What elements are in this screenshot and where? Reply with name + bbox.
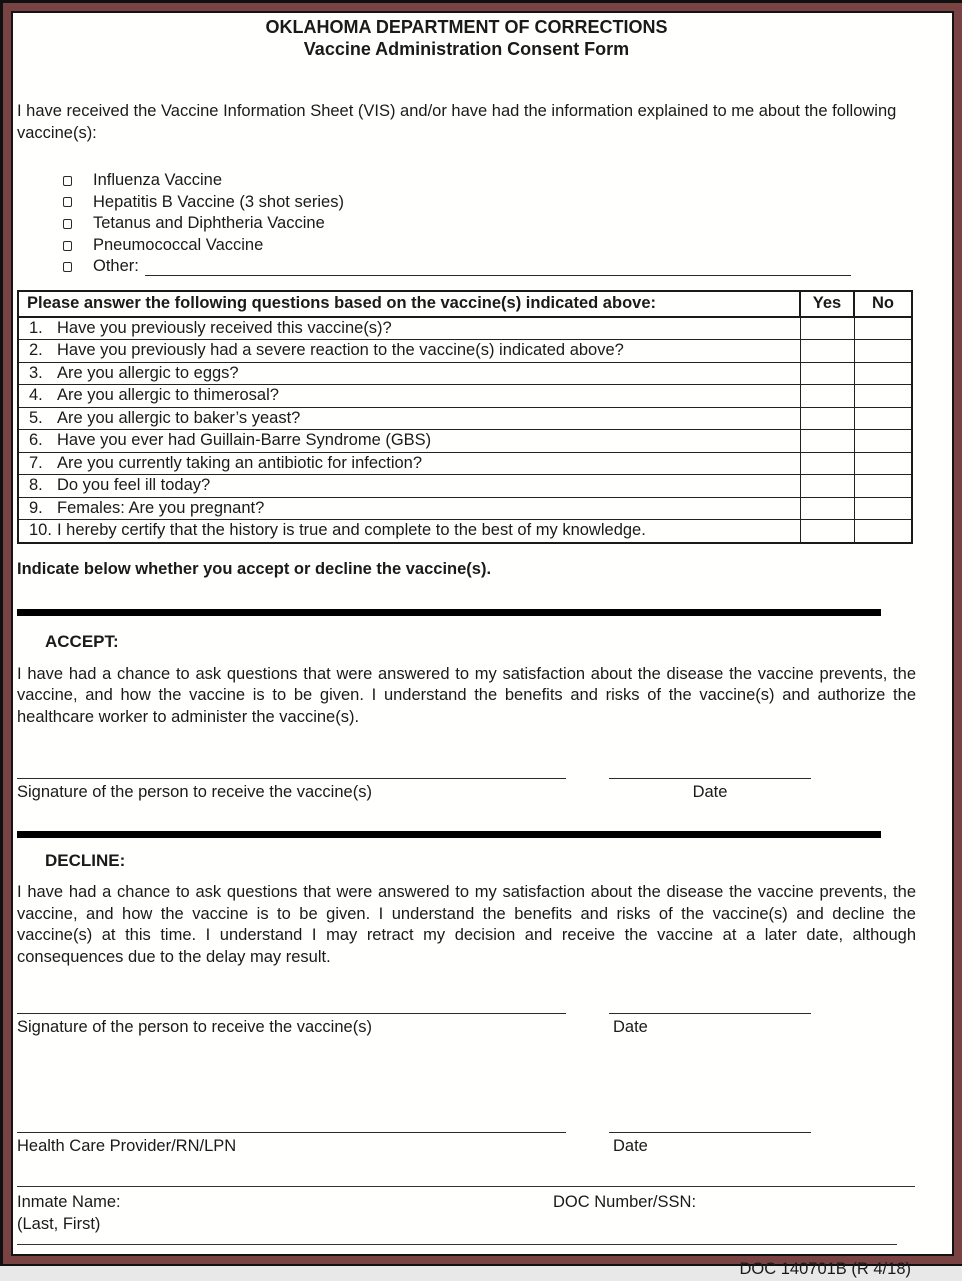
question-number: 10. — [29, 521, 52, 540]
vaccine-item-other — [63, 256, 916, 278]
accept-paragraph: I have had a chance to ask questions that were answered to my satisfaction about the disease the vaccine prevents, the vaccine, and how the vaccine is to be given. I understand the benefits and risks of the vaccine(s) and authorize the healthcare worker to administer the vaccine(s). — [17, 664, 916, 726]
accept-heading: ACCEPT: — [45, 632, 119, 652]
answer-no-cell[interactable] — [854, 340, 912, 363]
provider-signature-row — [17, 1115, 916, 1158]
question-number: 5. — [29, 408, 43, 427]
no-header: No — [854, 291, 912, 317]
answer-no-cell[interactable] — [854, 430, 912, 453]
other-fill-line[interactable] — [145, 259, 851, 276]
accept-signature-label: Signature of the person to receive the vaccine(s) — [17, 783, 372, 802]
question-text: Have you ever had Guillain-Barre Syndrome (GBS) — [57, 431, 432, 450]
checkbox-icon[interactable] — [63, 197, 72, 207]
indicate-instruction: Indicate below whether you accept or decline the vaccine(s). — [17, 559, 492, 578]
provider-date-line[interactable] — [609, 1115, 811, 1133]
answer-no-cell[interactable] — [854, 317, 912, 340]
answer-yes-cell[interactable] — [800, 317, 854, 340]
answer-no-cell[interactable] — [854, 452, 912, 475]
table-header-row — [18, 291, 912, 317]
provider-date-label: Date — [613, 1136, 648, 1155]
vaccine-item-label: Pneumococcal Vaccine — [93, 235, 264, 254]
answer-yes-cell[interactable] — [800, 475, 854, 498]
page-frame — [3, 3, 962, 1279]
question-text: Are you allergic to thimerosal? — [57, 386, 279, 405]
form-title-line2: Vaccine Administration Consent Form — [303, 39, 630, 59]
table-row — [18, 340, 912, 363]
question-number: 7. — [29, 453, 43, 472]
vaccine-item-hepatitis-b — [63, 192, 916, 214]
question-text: Have you previously received this vaccine(s)? — [57, 318, 392, 337]
table-row — [18, 317, 912, 340]
accept-signature-row — [17, 761, 916, 804]
answer-yes-cell[interactable] — [800, 340, 854, 363]
answer-yes-cell[interactable] — [800, 362, 854, 385]
checkbox-icon[interactable] — [63, 241, 72, 251]
answer-yes-cell[interactable] — [800, 407, 854, 430]
question-text: Females: Are you pregnant? — [57, 498, 265, 517]
accept-date-line[interactable] — [609, 761, 811, 779]
vaccine-item-label: Tetanus and Diphtheria Vaccine — [93, 214, 325, 233]
question-text: Are you allergic to eggs? — [57, 363, 239, 382]
question-text: Are you allergic to baker’s yeast? — [57, 408, 301, 427]
table-row — [18, 452, 912, 475]
accept-date-label: Date — [692, 783, 728, 802]
answer-no-cell[interactable] — [854, 385, 912, 408]
table-row — [18, 497, 912, 520]
vaccine-checklist — [17, 170, 916, 278]
vaccine-item-pneumococcal — [63, 235, 916, 257]
answer-no-cell[interactable] — [854, 362, 912, 385]
decline-signature-line[interactable] — [17, 996, 566, 1014]
question-number: 8. — [29, 476, 43, 495]
decline-paragraph: I have had a chance to ask questions that were answered to my satisfaction about the disease the vaccine prevents, the vaccine, and how the vaccine is to be given. I understand the benefits and risks of the vaccine(s) and decline the vaccine(s) at this time. I understand I may retract my decision and receive the vaccine at a later date, although consequences due to the delay may result. — [17, 883, 916, 966]
other-label: Other: — [93, 257, 139, 276]
answer-no-cell[interactable] — [854, 520, 912, 543]
inmate-info-row — [17, 1192, 916, 1235]
form-number: DOC 140701B (R 4/18) — [739, 1260, 911, 1279]
question-number: 2. — [29, 341, 43, 360]
consent-form-page — [11, 11, 954, 1279]
answer-yes-cell[interactable] — [800, 520, 854, 543]
decline-signature-row — [17, 996, 916, 1039]
answer-yes-cell[interactable] — [800, 452, 854, 475]
checkbox-icon[interactable] — [63, 176, 72, 186]
table-row — [18, 475, 912, 498]
table-row — [18, 407, 912, 430]
questions-header: Please answer the following questions based on the vaccine(s) indicated above: — [18, 291, 800, 317]
answer-yes-cell[interactable] — [800, 385, 854, 408]
footer-top-rule — [17, 1186, 915, 1187]
decline-date-label: Date — [613, 1018, 648, 1037]
vaccine-item-label: Hepatitis B Vaccine (3 shot series) — [93, 192, 344, 211]
section-divider-bar — [17, 831, 881, 838]
checkbox-icon[interactable] — [63, 219, 72, 229]
vaccine-item-tetanus — [63, 213, 916, 235]
question-text: Do you feel ill today? — [57, 476, 211, 495]
questions-table — [17, 290, 913, 544]
form-title-line1: OKLAHOMA DEPARTMENT OF CORRECTIONS — [265, 17, 668, 37]
question-text: I hereby certify that the history is true and complete to the best of my knowledge. — [57, 521, 646, 540]
answer-no-cell[interactable] — [854, 475, 912, 498]
answer-yes-cell[interactable] — [800, 497, 854, 520]
checkbox-icon[interactable] — [63, 262, 72, 272]
vaccine-item-label: Influenza Vaccine — [93, 171, 223, 190]
doc-number-label: DOC Number/SSN: — [553, 1193, 697, 1212]
question-number: 4. — [29, 386, 43, 405]
table-row — [18, 362, 912, 385]
question-text: Have you previously had a severe reaction to the vaccine(s) indicated above? — [57, 341, 624, 360]
question-number: 3. — [29, 363, 43, 382]
accept-signature-line[interactable] — [17, 761, 566, 779]
answer-no-cell[interactable] — [854, 497, 912, 520]
table-row — [18, 430, 912, 453]
footer-bottom-rule — [17, 1244, 897, 1245]
provider-signature-line[interactable] — [17, 1115, 566, 1133]
question-number: 9. — [29, 498, 43, 517]
table-row — [18, 520, 912, 543]
section-divider-bar — [17, 609, 881, 616]
inmate-name-label: Inmate Name: — [17, 1193, 121, 1212]
question-number: 6. — [29, 431, 43, 450]
answer-yes-cell[interactable] — [800, 430, 854, 453]
decline-heading: DECLINE: — [45, 850, 126, 870]
inmate-name-sub-label: (Last, First) — [17, 1214, 101, 1233]
table-row — [18, 385, 912, 408]
answer-no-cell[interactable] — [854, 407, 912, 430]
vaccine-item-influenza — [63, 170, 916, 192]
yes-header: Yes — [800, 291, 854, 317]
question-text: Are you currently taking an antibiotic for infection? — [57, 453, 423, 472]
question-number: 1. — [29, 318, 43, 337]
provider-label: Health Care Provider/RN/LPN — [17, 1136, 237, 1155]
intro-paragraph: I have received the Vaccine Information Sheet (VIS) and/or have had the information explained to me about the following vaccine(s): — [17, 102, 897, 142]
decline-signature-label: Signature of the person to receive the vaccine(s) — [17, 1018, 372, 1037]
decline-date-line[interactable] — [609, 996, 811, 1014]
